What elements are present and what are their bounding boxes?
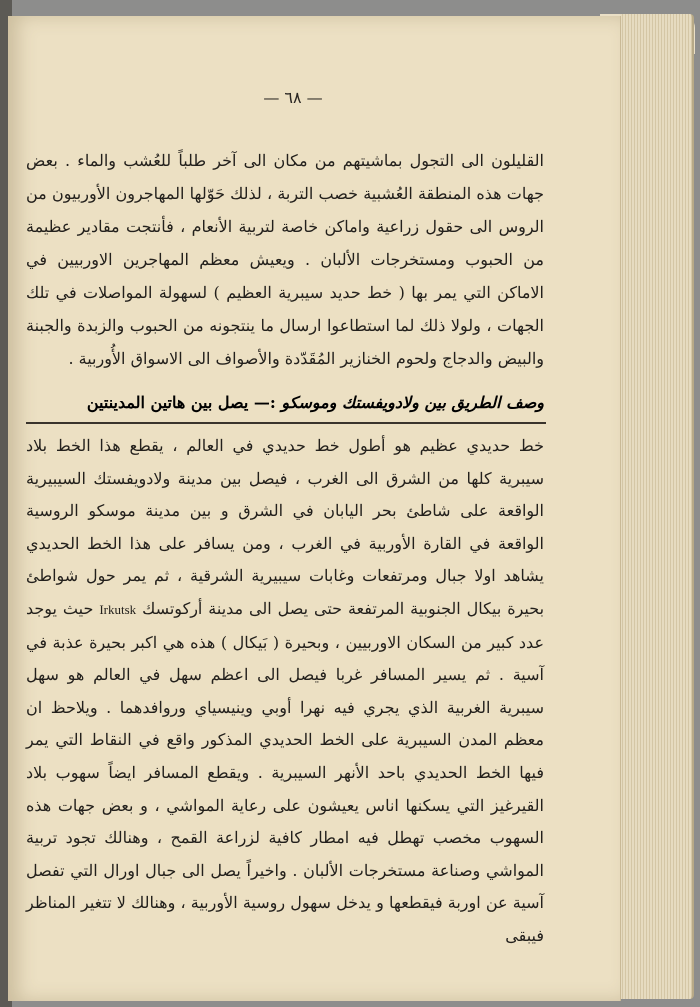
page-edges-stack <box>620 14 694 999</box>
page-number: — ٦٨ — <box>263 88 323 107</box>
heading-dash: :— <box>248 393 282 412</box>
paragraph-grasslands: القليلون الى التجول بماشيتهم من مكان الى آخر طلباً للعُشب والماء . بعض جهات هذه المنطقة العُشبية خصب التربة ، لذلك حَوّلها المهاجرون الأوربيون من الروس الى حقول زراعية واماكن خاصة لتربية الأنعام ، فأنتجت مقادير عظيمة من الحبوب ومستخرجات الألبان . ويعيش معظم المهاجرين الاوربيين في الاماكن التي يمر بها ( خط حديد سيبرية العظيم ) لسهولة المواصلات في تلك الجهات ، ولولا ذلك لما استطاعوا ارسال ما ينتجونه من الحبوب والزبدة والجبنة والبيض والدجاج ولحوم الخنازير المُقَدّدة والأصواف الى الاسواق الأُوربية . <box>26 151 544 368</box>
railway-text-part1: خط حديدي عظيم هو أطول خط حديدي في العالم ، يقطع هذا الخط بلاد سيبرية كلها من الشرق الى الغرب ، فيصل بين مدينة ولادويفستك السيبيرية الواقعة على شاطئ بحر اليابان في الشرق و بين مدينة موسكو الروسية الواقعة في القارة الأوربية في الغرب ، ومن يسافر على هذا الخط الحديدي يشاهد اولا جبال ومرتفعات وغابات سيبيرية الشرقية ، ثم يمر حول شواطئ بحيرة بيكال الجنوبية المرتفعة حتى يصل الى مدينة أركوتسك <box>26 436 545 618</box>
heading-title: وصف الطريق بين ولادويفستك وموسكو <box>281 393 544 412</box>
paragraph-railway <box>26 430 544 953</box>
section-heading <box>26 388 544 418</box>
book-page <box>8 16 621 1001</box>
heading-rest: يصل بين هاتين المدينتين <box>86 393 249 412</box>
latin-city-name: Irkutsk <box>99 601 137 617</box>
section-divider <box>26 422 546 424</box>
railway-text-part2: حيث يوجد عدد كبير من السكان الاوربيين ، وبحيرة ( بَيكال ) هذه هي اكبر بحيرة عذبة في آسية . ثم يسير المسافر غربا فيصل الى اعظم سهل في العالم هو سهل سيبرية الغربية الذي يجري فيه نهرا أوبي وينيسياي وروافدهما . ويلاحظ ان معظم المدن السيبرية على الخط الحديدي المذكور واقع في النقاط التي يمر فيها الخط الحديدي باحد الأنهر السيبرية . ويقطع المسافر ايضاً سهوب بلاد القيرغيز التي يسكنها اناس يعيشون على رعاية المواشي ، و بعض جهات هذه السهوب مخصب تهطل فيه امطار كافية لزراعة القمح ، وهنالك تجود تربية المواشي وصناعة مستخرجات الألبان . واخيراً يصل الى جبال اورال التي تفصل آسية عن اوربة فيقطعها و يدخل سهول روسية الأوربية ، وهنالك لا تتغير المناظر فيبقى <box>26 598 544 945</box>
